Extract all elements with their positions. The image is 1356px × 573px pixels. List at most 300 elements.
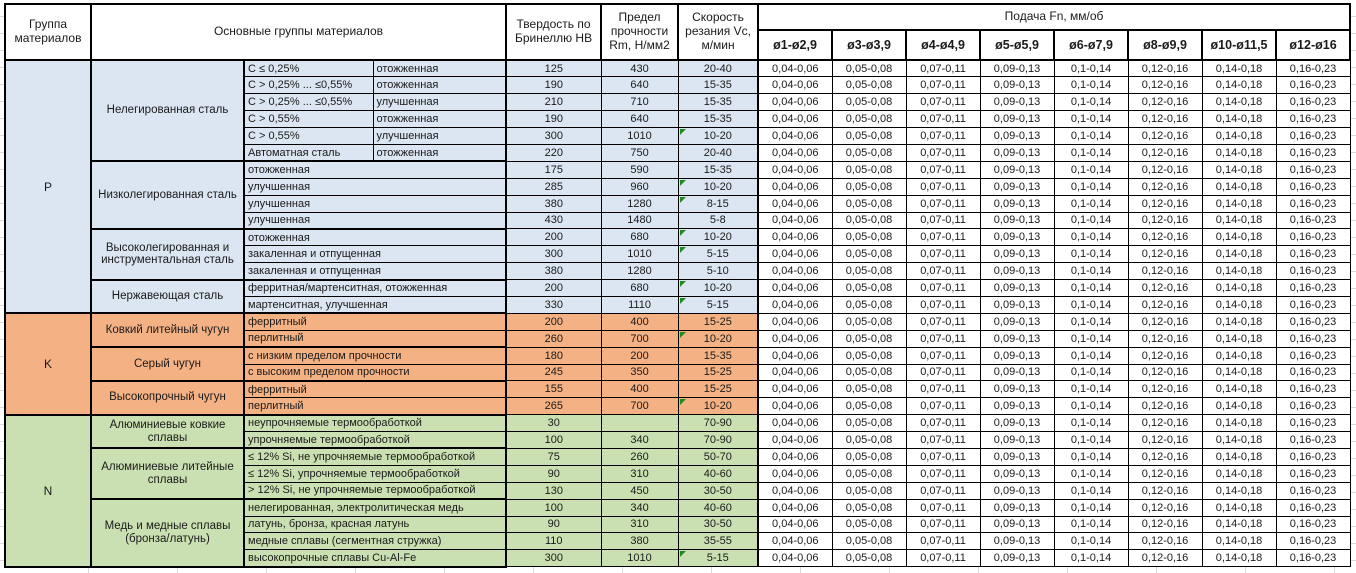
hardness-cell: 90 (506, 465, 601, 482)
material-cell: упрочняемые термообработкой (244, 432, 506, 449)
group-code-cell: P (5, 60, 91, 313)
feed-cell: 0,1-0,14 (1054, 229, 1128, 246)
hardness-cell: 300 (506, 128, 601, 145)
hardness-cell: 90 (506, 516, 601, 533)
feed-cell: 0,16-0,23 (1276, 280, 1350, 297)
hardness-cell: 380 (506, 263, 601, 280)
cutting-speed-cell: 70-90 (678, 415, 758, 432)
feed-cell: 0,05-0,08 (832, 448, 906, 465)
feed-cell: 0,1-0,14 (1054, 448, 1128, 465)
cutting-speed-cell: 40-60 (678, 499, 758, 516)
feed-cell: 0,14-0,18 (1202, 178, 1276, 195)
feed-cell: 0,1-0,14 (1054, 381, 1128, 398)
header-diameter-6: ø8-ø9,9 (1128, 30, 1202, 60)
feed-cell: 0,16-0,23 (1276, 347, 1350, 364)
feed-cell: 0,1-0,14 (1054, 516, 1128, 533)
feed-cell: 0,12-0,16 (1128, 60, 1202, 77)
feed-cell: 0,04-0,06 (758, 178, 832, 195)
feed-cell: 0,05-0,08 (832, 229, 906, 246)
table-row (5, 347, 1350, 364)
feed-cell: 0,09-0,13 (980, 246, 1054, 263)
feed-cell: 0,07-0,11 (906, 263, 980, 280)
feed-cell: 0,04-0,06 (758, 516, 832, 533)
feed-cell: 0,09-0,13 (980, 381, 1054, 398)
strength-cell: 700 (601, 330, 678, 347)
hardness-cell: 30 (506, 415, 601, 432)
header-diameter-3: ø4-ø4,9 (906, 30, 980, 60)
hardness-cell: 155 (506, 381, 601, 398)
feed-cell: 0,12-0,16 (1128, 246, 1202, 263)
feed-cell: 0,05-0,08 (832, 347, 906, 364)
feed-cell: 0,1-0,14 (1054, 432, 1128, 449)
hardness-cell: 190 (506, 111, 601, 128)
feed-cell: 0,09-0,13 (980, 280, 1054, 297)
feed-cell: 0,05-0,08 (832, 280, 906, 297)
feed-cell: 0,1-0,14 (1054, 364, 1128, 381)
feed-cell: 0,07-0,11 (906, 94, 980, 111)
material-cell: > 12% Si, не упрочняемые термообработкой (244, 482, 506, 499)
feed-cell: 0,04-0,06 (758, 195, 832, 212)
cutting-speed-cell: 10-20 (678, 280, 758, 297)
feed-cell: 0,16-0,23 (1276, 195, 1350, 212)
feed-cell: 0,16-0,23 (1276, 60, 1350, 77)
material-cell: отожженная (244, 229, 506, 246)
feed-cell: 0,16-0,23 (1276, 330, 1350, 347)
material-cell: ≤ 12% Si, не упрочняемые термообработкой (244, 448, 506, 465)
header-feed: Подача Fn, мм/об (758, 4, 1350, 30)
state-cell: улучшенная (373, 94, 506, 111)
feed-cell: 0,12-0,16 (1128, 144, 1202, 161)
feed-cell: 0,09-0,13 (980, 533, 1054, 550)
feed-cell: 0,05-0,08 (832, 246, 906, 263)
material-cell: закаленная и отпущенная (244, 263, 506, 280)
feed-cell: 0,07-0,11 (906, 60, 980, 77)
comment-flag-icon (680, 298, 686, 304)
feed-cell: 0,1-0,14 (1054, 533, 1128, 550)
feed-cell: 0,12-0,16 (1128, 128, 1202, 145)
header-cutting-speed: Скорость резания Vc, м/мин (678, 4, 758, 60)
feed-cell: 0,16-0,23 (1276, 533, 1350, 550)
feed-cell: 0,14-0,18 (1202, 364, 1276, 381)
table-row (5, 60, 1350, 77)
feed-cell: 0,09-0,13 (980, 229, 1054, 246)
feed-cell: 0,07-0,11 (906, 128, 980, 145)
subgroup-cell: Нелегированная сталь (91, 60, 244, 161)
feed-cell: 0,16-0,23 (1276, 212, 1350, 229)
cutting-speed-cell: 35-55 (678, 533, 758, 550)
feed-cell: 0,05-0,08 (832, 415, 906, 432)
machining-parameters-table (4, 3, 1351, 568)
feed-cell: 0,1-0,14 (1054, 550, 1128, 567)
feed-cell: 0,16-0,23 (1276, 516, 1350, 533)
cutting-speed-cell: 5-15 (678, 296, 758, 313)
feed-cell: 0,1-0,14 (1054, 144, 1128, 161)
feed-cell: 0,07-0,11 (906, 330, 980, 347)
feed-cell: 0,1-0,14 (1054, 246, 1128, 263)
feed-cell: 0,16-0,23 (1276, 229, 1350, 246)
feed-cell: 0,07-0,11 (906, 178, 980, 195)
hardness-cell: 175 (506, 161, 601, 178)
hardness-cell: 100 (506, 432, 601, 449)
feed-cell: 0,16-0,23 (1276, 111, 1350, 128)
strength-cell: 1010 (601, 128, 678, 145)
strength-cell: 310 (601, 465, 678, 482)
hardness-cell: 210 (506, 94, 601, 111)
feed-cell: 0,07-0,11 (906, 347, 980, 364)
cutting-speed-cell: 10-20 (678, 178, 758, 195)
hardness-cell: 190 (506, 77, 601, 94)
feed-cell: 0,07-0,11 (906, 482, 980, 499)
feed-cell: 0,09-0,13 (980, 60, 1054, 77)
feed-cell: 0,12-0,16 (1128, 212, 1202, 229)
feed-cell: 0,1-0,14 (1054, 212, 1128, 229)
feed-cell: 0,05-0,08 (832, 364, 906, 381)
feed-cell: 0,16-0,23 (1276, 296, 1350, 313)
feed-cell: 0,09-0,13 (980, 347, 1054, 364)
feed-cell: 0,1-0,14 (1054, 296, 1128, 313)
feed-cell: 0,04-0,06 (758, 313, 832, 330)
state-cell: отожженная (373, 111, 506, 128)
feed-cell: 0,05-0,08 (832, 161, 906, 178)
subgroup-cell: Серый чугун (91, 347, 244, 381)
feed-cell: 0,04-0,06 (758, 448, 832, 465)
subgroup-cell: Высоколегированная и инструментальная сталь (91, 229, 244, 280)
header-main-groups: Основные группы материалов (91, 4, 506, 60)
feed-cell: 0,07-0,11 (906, 229, 980, 246)
feed-cell: 0,16-0,23 (1276, 432, 1350, 449)
feed-cell: 0,14-0,18 (1202, 398, 1276, 415)
header-material-group: Группа материалов (5, 4, 91, 60)
feed-cell: 0,12-0,16 (1128, 482, 1202, 499)
feed-cell: 0,05-0,08 (832, 111, 906, 128)
feed-cell: 0,05-0,08 (832, 482, 906, 499)
feed-cell: 0,09-0,13 (980, 550, 1054, 567)
material-cell: латунь, бронза, красная латунь (244, 516, 506, 533)
feed-cell: 0,09-0,13 (980, 77, 1054, 94)
feed-cell: 0,16-0,23 (1276, 465, 1350, 482)
feed-cell: 0,04-0,06 (758, 263, 832, 280)
feed-cell: 0,12-0,16 (1128, 448, 1202, 465)
feed-cell: 0,14-0,18 (1202, 111, 1276, 128)
feed-cell: 0,05-0,08 (832, 94, 906, 111)
feed-cell: 0,14-0,18 (1202, 296, 1276, 313)
cutting-speed-cell: 40-60 (678, 465, 758, 482)
feed-cell: 0,12-0,16 (1128, 263, 1202, 280)
cutting-speed-cell: 20-40 (678, 60, 758, 77)
feed-cell: 0,16-0,23 (1276, 448, 1350, 465)
feed-cell: 0,16-0,23 (1276, 313, 1350, 330)
feed-cell: 0,16-0,23 (1276, 364, 1350, 381)
material-cell: C > 0,55% (244, 111, 373, 128)
feed-cell: 0,09-0,13 (980, 161, 1054, 178)
comment-flag-icon (680, 281, 686, 287)
feed-cell: 0,05-0,08 (832, 195, 906, 212)
header-diameter-2: ø3-ø3,9 (832, 30, 906, 60)
strength-cell: 430 (601, 60, 678, 77)
feed-cell: 0,05-0,08 (832, 296, 906, 313)
feed-cell: 0,12-0,16 (1128, 178, 1202, 195)
feed-cell: 0,1-0,14 (1054, 263, 1128, 280)
header-diameter-8: ø12-ø16 (1276, 30, 1350, 60)
table-row (5, 415, 1350, 432)
feed-cell: 0,07-0,11 (906, 499, 980, 516)
feed-cell: 0,14-0,18 (1202, 550, 1276, 567)
feed-cell: 0,14-0,18 (1202, 533, 1276, 550)
feed-cell: 0,12-0,16 (1128, 516, 1202, 533)
feed-cell: 0,04-0,06 (758, 128, 832, 145)
feed-cell: 0,07-0,11 (906, 398, 980, 415)
strength-cell: 340 (601, 499, 678, 516)
feed-cell: 0,1-0,14 (1054, 499, 1128, 516)
feed-cell: 0,12-0,16 (1128, 77, 1202, 94)
feed-cell: 0,04-0,06 (758, 77, 832, 94)
cutting-speed-cell: 10-20 (678, 330, 758, 347)
feed-cell: 0,12-0,16 (1128, 94, 1202, 111)
feed-cell: 0,04-0,06 (758, 364, 832, 381)
comment-flag-icon (680, 247, 686, 253)
feed-cell: 0,14-0,18 (1202, 77, 1276, 94)
feed-cell: 0,04-0,06 (758, 111, 832, 128)
feed-cell: 0,12-0,16 (1128, 432, 1202, 449)
feed-cell: 0,04-0,06 (758, 60, 832, 77)
feed-cell: 0,07-0,11 (906, 415, 980, 432)
feed-cell: 0,07-0,11 (906, 364, 980, 381)
feed-cell: 0,16-0,23 (1276, 94, 1350, 111)
header-strength: Предел прочности Rm, Н/мм2 (601, 4, 678, 60)
feed-cell: 0,07-0,11 (906, 533, 980, 550)
feed-cell: 0,1-0,14 (1054, 482, 1128, 499)
strength-cell: 960 (601, 178, 678, 195)
feed-cell: 0,04-0,06 (758, 246, 832, 263)
material-cell: ≤ 12% Si, упрочняемые термообработкой (244, 465, 506, 482)
feed-cell: 0,14-0,18 (1202, 415, 1276, 432)
feed-cell: 0,05-0,08 (832, 465, 906, 482)
feed-cell: 0,1-0,14 (1054, 111, 1128, 128)
feed-cell: 0,12-0,16 (1128, 161, 1202, 178)
comment-flag-icon (680, 129, 686, 135)
feed-cell: 0,14-0,18 (1202, 448, 1276, 465)
cutting-speed-cell: 15-25 (678, 381, 758, 398)
cutting-speed-cell: 5-8 (678, 212, 758, 229)
feed-cell: 0,07-0,11 (906, 516, 980, 533)
material-cell: C > 0,25% ... ≤0,55% (244, 77, 373, 94)
feed-cell: 0,04-0,06 (758, 212, 832, 229)
feed-cell: 0,05-0,08 (832, 144, 906, 161)
hardness-cell: 130 (506, 482, 601, 499)
feed-cell: 0,1-0,14 (1054, 128, 1128, 145)
feed-cell: 0,09-0,13 (980, 144, 1054, 161)
table-row (5, 499, 1350, 516)
hardness-cell: 300 (506, 550, 601, 567)
feed-cell: 0,05-0,08 (832, 398, 906, 415)
material-cell: Автоматная сталь (244, 144, 373, 161)
hardness-cell: 265 (506, 398, 601, 415)
header-hardness: Твердость по Бринеллю HB (506, 4, 601, 60)
hardness-cell: 200 (506, 313, 601, 330)
feed-cell: 0,09-0,13 (980, 263, 1054, 280)
feed-cell: 0,07-0,11 (906, 144, 980, 161)
subgroup-cell: Высокопрочный чугун (91, 381, 244, 415)
feed-cell: 0,05-0,08 (832, 533, 906, 550)
material-cell: с высоким пределом прочности (244, 364, 506, 381)
feed-cell: 0,12-0,16 (1128, 550, 1202, 567)
header-diameter-1: ø1-ø2,9 (758, 30, 832, 60)
feed-cell: 0,16-0,23 (1276, 381, 1350, 398)
state-cell: улучшенная (373, 128, 506, 145)
feed-cell: 0,05-0,08 (832, 432, 906, 449)
feed-cell: 0,1-0,14 (1054, 77, 1128, 94)
strength-cell: 350 (601, 364, 678, 381)
feed-cell: 0,12-0,16 (1128, 381, 1202, 398)
hardness-cell: 430 (506, 212, 601, 229)
feed-cell: 0,14-0,18 (1202, 195, 1276, 212)
feed-cell: 0,07-0,11 (906, 432, 980, 449)
cutting-speed-cell: 15-35 (678, 94, 758, 111)
strength-cell: 1010 (601, 550, 678, 567)
feed-cell: 0,14-0,18 (1202, 313, 1276, 330)
feed-cell: 0,04-0,06 (758, 161, 832, 178)
strength-cell: 710 (601, 94, 678, 111)
feed-cell: 0,07-0,11 (906, 77, 980, 94)
feed-cell: 0,16-0,23 (1276, 178, 1350, 195)
feed-cell: 0,14-0,18 (1202, 465, 1276, 482)
feed-cell: 0,04-0,06 (758, 280, 832, 297)
feed-cell: 0,04-0,06 (758, 94, 832, 111)
strength-cell: 1280 (601, 263, 678, 280)
subgroup-cell: Низколегированная сталь (91, 161, 244, 229)
cutting-speed-cell: 5-10 (678, 263, 758, 280)
hardness-cell: 220 (506, 144, 601, 161)
feed-cell: 0,05-0,08 (832, 178, 906, 195)
cutting-speed-cell: 30-50 (678, 516, 758, 533)
feed-cell: 0,16-0,23 (1276, 550, 1350, 567)
cutting-speed-cell: 70-90 (678, 432, 758, 449)
strength-cell: 1280 (601, 195, 678, 212)
cutting-speed-cell: 50-70 (678, 448, 758, 465)
feed-cell: 0,14-0,18 (1202, 161, 1276, 178)
feed-cell: 0,14-0,18 (1202, 246, 1276, 263)
feed-cell: 0,14-0,18 (1202, 347, 1276, 364)
feed-cell: 0,16-0,23 (1276, 415, 1350, 432)
feed-cell: 0,14-0,18 (1202, 499, 1276, 516)
feed-cell: 0,07-0,11 (906, 448, 980, 465)
feed-cell: 0,05-0,08 (832, 128, 906, 145)
table-row (5, 448, 1350, 465)
strength-cell: 200 (601, 347, 678, 364)
cutting-speed-cell: 15-35 (678, 161, 758, 178)
feed-cell: 0,14-0,18 (1202, 128, 1276, 145)
feed-cell: 0,14-0,18 (1202, 94, 1276, 111)
comment-flag-icon (680, 399, 686, 405)
feed-cell: 0,12-0,16 (1128, 195, 1202, 212)
feed-cell: 0,1-0,14 (1054, 60, 1128, 77)
feed-cell: 0,07-0,11 (906, 465, 980, 482)
cutting-speed-cell: 8-15 (678, 195, 758, 212)
feed-cell: 0,09-0,13 (980, 398, 1054, 415)
material-cell: ферритный (244, 381, 506, 398)
feed-cell: 0,05-0,08 (832, 212, 906, 229)
feed-cell: 0,04-0,06 (758, 415, 832, 432)
feed-cell: 0,14-0,18 (1202, 330, 1276, 347)
material-cell: улучшенная (244, 195, 506, 212)
material-cell: медные сплавы (сегментная стружка) (244, 533, 506, 550)
cutting-speed-cell: 10-20 (678, 229, 758, 246)
feed-cell: 0,04-0,06 (758, 499, 832, 516)
material-cell: неупрочняемые термообработкой (244, 415, 506, 432)
feed-cell: 0,12-0,16 (1128, 499, 1202, 516)
material-cell: C > 0,55% (244, 128, 373, 145)
subgroup-cell: Медь и медные сплавы (бронза/латунь) (91, 499, 244, 567)
feed-cell: 0,09-0,13 (980, 111, 1054, 128)
material-cell: нелегированная, электролитическая медь (244, 499, 506, 516)
feed-cell: 0,12-0,16 (1128, 296, 1202, 313)
material-cell: закаленная и отпущенная (244, 246, 506, 263)
hardness-cell: 300 (506, 246, 601, 263)
cutting-speed-cell: 5-15 (678, 246, 758, 263)
feed-cell: 0,09-0,13 (980, 195, 1054, 212)
hardness-cell: 285 (506, 178, 601, 195)
feed-cell: 0,1-0,14 (1054, 347, 1128, 364)
feed-cell: 0,14-0,18 (1202, 516, 1276, 533)
feed-cell: 0,16-0,23 (1276, 263, 1350, 280)
feed-cell: 0,04-0,06 (758, 550, 832, 567)
feed-cell: 0,1-0,14 (1054, 313, 1128, 330)
material-cell: улучшенная (244, 212, 506, 229)
header-diameter-5: ø6-ø7,9 (1054, 30, 1128, 60)
subgroup-cell: Алюминиевые литейные сплавы (91, 448, 244, 499)
feed-cell: 0,05-0,08 (832, 381, 906, 398)
hardness-cell: 380 (506, 195, 601, 212)
feed-cell: 0,12-0,16 (1128, 280, 1202, 297)
feed-cell: 0,16-0,23 (1276, 246, 1350, 263)
comment-flag-icon (680, 332, 686, 338)
feed-cell: 0,04-0,06 (758, 432, 832, 449)
feed-cell: 0,14-0,18 (1202, 432, 1276, 449)
feed-cell: 0,05-0,08 (832, 499, 906, 516)
state-cell: отожженная (373, 77, 506, 94)
feed-cell: 0,12-0,16 (1128, 364, 1202, 381)
feed-cell: 0,09-0,13 (980, 178, 1054, 195)
cutting-speed-cell: 20-40 (678, 144, 758, 161)
material-cell: улучшенная (244, 178, 506, 195)
feed-cell: 0,07-0,11 (906, 212, 980, 229)
feed-cell: 0,05-0,08 (832, 263, 906, 280)
feed-cell: 0,07-0,11 (906, 111, 980, 128)
feed-cell: 0,09-0,13 (980, 296, 1054, 313)
feed-cell: 0,12-0,16 (1128, 398, 1202, 415)
table-header (5, 4, 1350, 60)
hardness-cell: 200 (506, 280, 601, 297)
strength-cell: 700 (601, 398, 678, 415)
header-diameter-7: ø10-ø11,5 (1202, 30, 1276, 60)
table-row (5, 229, 1350, 246)
material-cell: перлитный (244, 398, 506, 415)
material-cell: ферритная/мартенситная, отожженная (244, 280, 506, 297)
strength-cell (601, 415, 678, 432)
feed-cell: 0,16-0,23 (1276, 128, 1350, 145)
cutting-speed-cell: 10-20 (678, 128, 758, 145)
header-diameter-4: ø5-ø5,9 (980, 30, 1054, 60)
table-row (5, 313, 1350, 330)
hardness-cell: 260 (506, 330, 601, 347)
hardness-cell: 245 (506, 364, 601, 381)
cutting-speed-cell: 5-15 (678, 550, 758, 567)
feed-cell: 0,04-0,06 (758, 347, 832, 364)
feed-cell: 0,12-0,16 (1128, 229, 1202, 246)
feed-cell: 0,14-0,18 (1202, 482, 1276, 499)
feed-cell: 0,07-0,11 (906, 195, 980, 212)
hardness-cell: 75 (506, 448, 601, 465)
